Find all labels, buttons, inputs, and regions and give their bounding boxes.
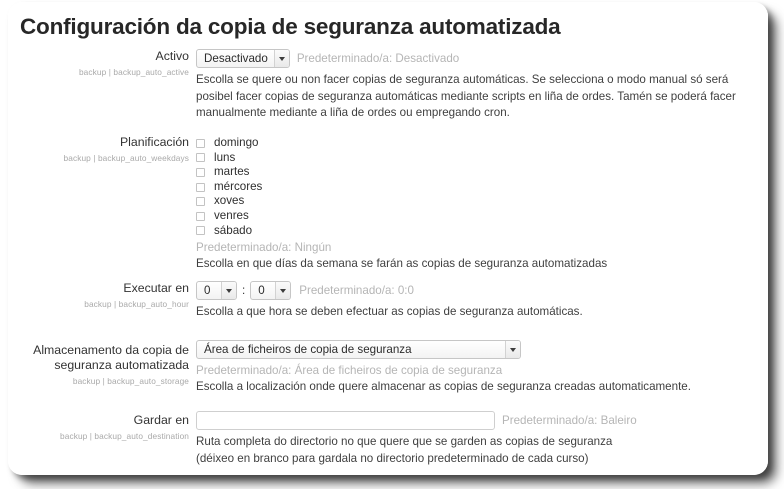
page-title: Configuración da copia de seguranza automatizada (20, 14, 561, 39)
weekday-label: sábado (214, 223, 253, 237)
list-item[interactable] (196, 165, 768, 180)
list-item[interactable] (196, 151, 768, 166)
weekday-label: martes (214, 165, 250, 179)
checkbox-icon[interactable] (196, 197, 205, 206)
destination-default-text: Predeterminado/a: Baleiro (502, 414, 637, 427)
weekday-label: luns (214, 150, 236, 164)
field-key-hour: backup | backup_auto_hour (84, 299, 189, 309)
active-default-text: Predeterminado/a: Desactivado (296, 52, 460, 65)
field-label-col-schedule (8, 135, 196, 164)
field-key-active: backup | backup_auto_active (78, 67, 189, 77)
minute-select-value: 0 (258, 283, 265, 297)
list-item[interactable] (196, 209, 768, 224)
checkbox-icon[interactable] (196, 212, 205, 221)
field-control-col-schedule (196, 135, 768, 273)
control-line-hour (196, 281, 768, 300)
destination-input[interactable] (196, 411, 495, 430)
field-control-col-hour (196, 281, 768, 321)
hour-default-text: Predeterminado/a: 0:0 (299, 284, 414, 297)
storage-select-value: Área de ficheiros de copia de seguranza (204, 343, 412, 356)
destination-description-line2: (déixeo en branco para gardala no directorio predeterminado de cada curso) (196, 451, 589, 465)
hour-select[interactable] (196, 281, 237, 300)
chevron-down-icon (221, 282, 236, 299)
chevron-down-icon (505, 341, 520, 358)
minute-select[interactable] (250, 281, 291, 300)
list-item[interactable] (196, 136, 768, 151)
storage-default-text: Predeterminado/a: Área de ficheiros de copia de seguranza (196, 364, 503, 378)
control-line-destination (196, 411, 768, 430)
list-item[interactable] (196, 224, 768, 239)
checkbox-icon[interactable] (196, 226, 205, 235)
checkbox-icon[interactable] (196, 153, 205, 162)
field-control-col-active (196, 49, 768, 122)
field-label-col-destination (8, 411, 196, 442)
weekday-label: xoves (214, 194, 245, 208)
hour-description: Escolla a que hora se deben efectuar as copias de seguranza automáticas. (196, 305, 583, 318)
field-control-col-destination (196, 411, 768, 467)
field-label-col-storage (8, 340, 196, 387)
checkbox-icon[interactable] (196, 183, 205, 192)
hour-select-value: 0 (204, 283, 211, 297)
field-label-destination: Gardar en (133, 413, 189, 427)
schedule-description: Escolla en que días da semana se farán as copias de seguranza automatizadas (196, 257, 608, 271)
field-key-schedule: backup | backup_auto_weekdays (63, 153, 189, 163)
field-label-col-hour (8, 281, 196, 310)
field-row-schedule (8, 135, 768, 273)
control-line-active (196, 49, 768, 68)
field-label-storage: Almacenamento da copia de seguranza automatizada (33, 343, 189, 372)
field-key-storage: backup | backup_auto_storage (72, 376, 189, 386)
checkbox-icon[interactable] (196, 139, 205, 148)
chevron-down-icon (275, 282, 290, 299)
weekday-label: mércores (214, 179, 263, 193)
field-control-col-storage (196, 340, 768, 396)
storage-select[interactable] (196, 340, 521, 359)
list-item[interactable] (196, 194, 768, 209)
field-label-active: Activo (155, 49, 189, 63)
checkbox-icon[interactable] (196, 168, 205, 177)
weekday-label: domingo (214, 136, 259, 149)
field-label-col-active (8, 49, 196, 78)
field-row-active (8, 49, 768, 122)
list-item[interactable] (196, 180, 768, 195)
schedule-default-text: Predeterminado/a: Ningún (196, 241, 332, 255)
destination-description-line1: Ruta completa do directorio no que quere que se garden as copias de seguranza (196, 435, 613, 448)
field-label-hour: Executar en (123, 281, 189, 295)
active-description: Escolla se quere ou non facer copias de seguranza automáticas. Se selecciona o modo manual só será posibel facer copias de seguranza automáticas mediante scripts en liña de ordes. Tamén se poderá facer manualmente mediante a liña de ordes ou empregando cron. (196, 73, 736, 119)
active-select-value: Desactivado (204, 51, 268, 65)
chevron-down-icon (274, 50, 289, 67)
weekday-label: venres (214, 208, 249, 222)
weekday-checkbox-list (196, 136, 768, 238)
field-row-storage (8, 340, 768, 396)
active-select[interactable] (196, 49, 290, 68)
settings-card (8, 2, 768, 475)
field-row-hour (8, 281, 768, 321)
field-label-schedule: Planificación (119, 135, 189, 149)
field-row-destination (8, 411, 768, 467)
storage-description: Escolla a localización onde quere almacenar as copias de seguranza creadas automaticamente. (196, 380, 691, 394)
field-key-destination: backup | backup_auto_destination (60, 431, 189, 441)
time-separator: : (242, 284, 246, 297)
